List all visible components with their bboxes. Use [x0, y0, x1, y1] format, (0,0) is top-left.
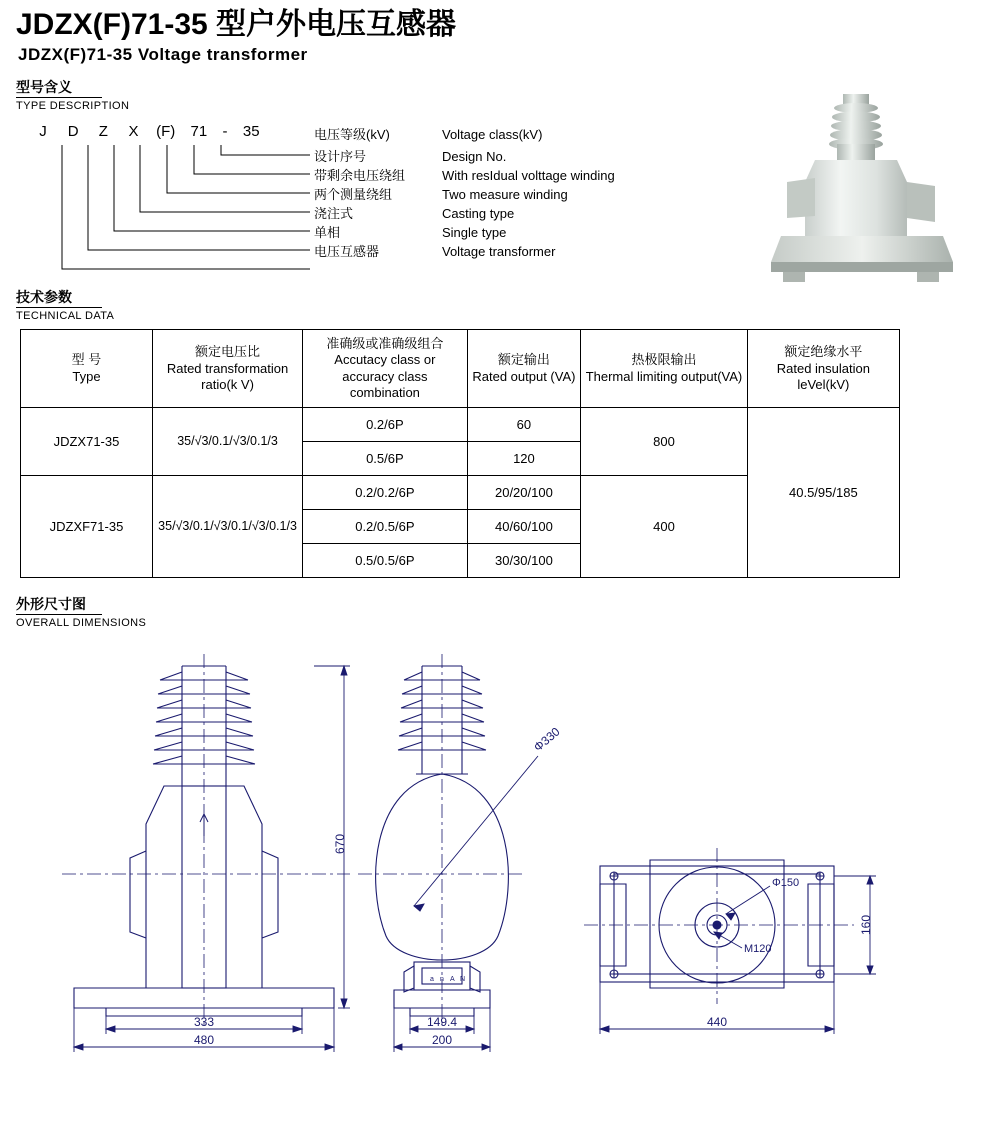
legend-item [314, 204, 615, 223]
table-header-cell [467, 330, 581, 408]
page-title: JDZX(F)71-35 型户外电压互感器 [16, 8, 457, 41]
section-title-cn: 外形尺寸图 [16, 596, 86, 613]
header-cn: 额定绝缘水平 [784, 344, 863, 360]
cell-output: 120 [467, 442, 581, 476]
cell-thermal: 400 [581, 476, 747, 578]
type-code-char: (F) [156, 123, 176, 141]
cell-model: JDZX71-35 [21, 408, 153, 476]
table-header-cell [581, 330, 747, 408]
header-en: Rated output (VA) [472, 368, 576, 384]
legend-label-cn: 单相 [314, 225, 341, 241]
dim-side-diameter: Φ330 [530, 724, 563, 755]
page-subtitle: JDZX(F)71-35 Voltage transformer [18, 45, 308, 64]
legend-label-cn: 电压互感器 [314, 244, 380, 260]
datasheet-page [0, 8, 990, 1138]
table-header-row [21, 330, 900, 408]
header-cn: 准确级或准确级组合 [326, 336, 444, 352]
cell-output: 40/60/100 [467, 510, 581, 544]
base-edge [771, 262, 953, 272]
type-code-char: 71 [190, 123, 208, 141]
terminal-label: A [450, 976, 455, 984]
dim-side-box-width: 149.4 [426, 1015, 458, 1030]
cell-ratio: 35/√3/0.1/√3/0.1/√3/0.1/3 [152, 476, 302, 578]
type-code-char: X [128, 123, 139, 141]
cell-accuracy: 0.5/6P [303, 442, 467, 476]
legend-item [314, 242, 615, 261]
header-en: Rated insulation leVel(kV) [776, 360, 870, 392]
legend-label-cn: 两个测量绕组 [314, 187, 393, 203]
legend-label-en: Design No. [442, 149, 507, 165]
header-cn: 额定输出 [497, 352, 550, 368]
legend-label-en: Single type [442, 225, 507, 241]
dim-top-bolt-circle: Φ150 [772, 877, 800, 890]
header-en: Accutacy class or accuracy class combination [334, 352, 436, 400]
type-code-char: J [39, 123, 47, 141]
header-en: Type [72, 368, 101, 384]
dim-side-base-width: 200 [431, 1033, 453, 1048]
dim-front-base-outer: 480 [193, 1033, 215, 1048]
overall-dimension-drawings [14, 636, 976, 1056]
header-cn: 型 号 [71, 352, 102, 368]
legend-label-en: Voltage class(kV) [442, 127, 543, 143]
cell-insulation: 40.5/95/185 [747, 408, 899, 578]
dim-front-height: 670 [333, 834, 347, 855]
cell-accuracy: 0.2/6P [303, 408, 467, 442]
header-cn: 热极限输出 [631, 352, 697, 368]
header-en: Thermal limiting output(VA) [585, 368, 743, 384]
cell-accuracy: 0.5/0.5/6P [303, 544, 467, 578]
header-cn: 额定电压比 [195, 344, 261, 360]
legend-label-cn: 带剩余电压绕组 [314, 168, 406, 184]
left-wing [787, 178, 815, 218]
cell-output: 30/30/100 [467, 544, 581, 578]
cell-ratio: 35/√3/0.1/√3/0.1/3 [152, 408, 302, 476]
cell-accuracy: 0.2/0.5/6P [303, 510, 467, 544]
table-header-cell [303, 330, 467, 408]
section-title-en: TECHNICAL DATA [16, 309, 115, 322]
product-photo [757, 86, 972, 301]
legend-label-en: With resIdual volttage winding [442, 168, 615, 184]
dim-top-width: 440 [706, 1015, 728, 1030]
section-title-cn: 型号含义 [16, 79, 72, 95]
legend-label-en: Two measure winding [442, 187, 568, 203]
cell-accuracy: 0.2/0.2/6P [303, 476, 467, 510]
divider [16, 307, 102, 308]
type-code-legend [314, 123, 615, 261]
divider [16, 614, 102, 615]
terminal-label: n [440, 976, 444, 984]
terminal-label: N [460, 976, 466, 984]
legend-item [314, 147, 615, 166]
type-code-char: Z [98, 123, 108, 141]
section-title-cn: 技术参数 [16, 289, 72, 306]
type-code-char: - [222, 123, 228, 141]
table-header-cell [747, 330, 899, 408]
header-en: Rated transformation ratio(k V) [166, 360, 289, 392]
transformer-body [805, 160, 907, 236]
technical-data-table [20, 329, 900, 578]
terminal-label: a [430, 976, 434, 984]
legend-label-cn: 浇注式 [314, 206, 354, 222]
dim-top-thread: M120 [744, 943, 772, 956]
legend-item [314, 223, 615, 242]
type-code-char: D [67, 123, 79, 141]
dim-top-depth: 160 [859, 915, 873, 936]
section-title-en: TYPE DESCRIPTION [16, 99, 130, 112]
table-header-cell [152, 330, 302, 408]
cell-output: 60 [467, 408, 581, 442]
insulator-stack [829, 94, 883, 160]
section-title-en: OVERALL DIMENSIONS [16, 616, 147, 629]
legend-item [314, 185, 615, 204]
cell-output: 20/20/100 [467, 476, 581, 510]
table-row [21, 408, 900, 442]
base-plate [771, 236, 953, 262]
legend-label-en: Casting type [442, 206, 515, 222]
legend-label-cn: 电压等级(kV) [314, 127, 390, 143]
divider [16, 97, 102, 98]
dim-front-base-inner: 333 [193, 1015, 215, 1030]
cell-thermal: 800 [581, 408, 747, 476]
dimension-drawing-svg [14, 636, 974, 1056]
right-wing [907, 182, 935, 222]
leader-lines [14, 123, 314, 283]
legend-label-cn: 设计序号 [314, 149, 367, 165]
legend-item [314, 166, 615, 185]
table-header-cell [21, 330, 153, 408]
legend-label-en: Voltage transformer [442, 244, 556, 260]
legend-item [314, 123, 615, 147]
cell-model: JDZXF71-35 [21, 476, 153, 578]
section-heading-overall-dimensions [16, 596, 976, 630]
type-code-char: 35 [242, 123, 260, 141]
